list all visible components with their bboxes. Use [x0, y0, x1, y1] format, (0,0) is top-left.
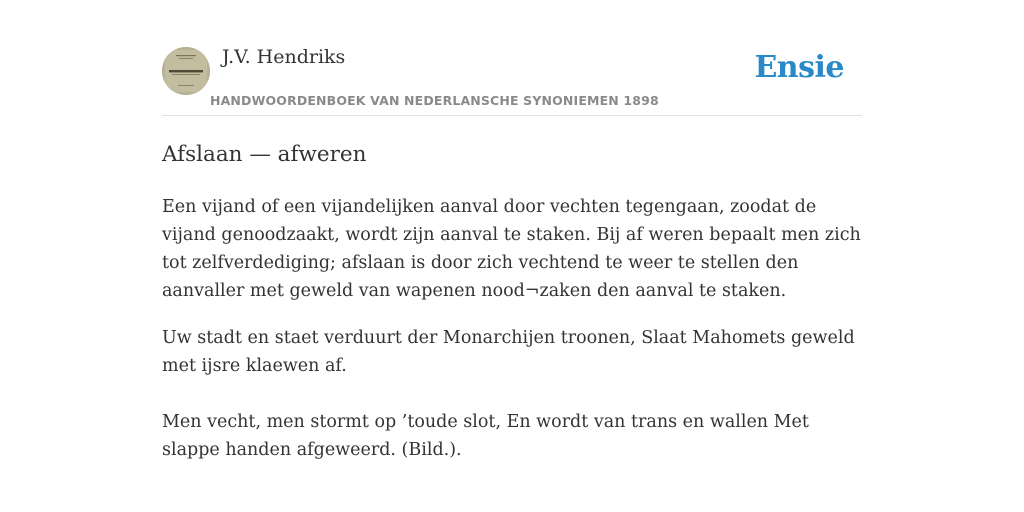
brand-logo[interactable]: Ensie: [754, 50, 844, 85]
quote-paragraph: Uw stadt en staet verduurt der Monarchijen troonen, Slaat Mahomets geweld met ijsre klaewen af.: [162, 328, 855, 376]
definition-paragraph: Een vijand of een vijandelijken aanval door vechten tegengaan, zoodat de vijand genoodzaakt, wordt zijn aanval te staken. Bij af weren bepaalt men zich tot zelfverdediging; afslaan is door zich vechtend te weer te stellen den aanvaller met geweld van wapenen nood¬zaken den aanval te staken.: [162, 197, 861, 301]
source-title[interactable]: HANDWOORDENBOEK VAN NEDERLANSCHE SYNONIEMEN 1898: [210, 93, 659, 108]
author-name[interactable]: J.V. Hendriks: [222, 46, 346, 68]
header: [162, 0, 862, 116]
page-container: [162, 0, 862, 464]
avatar: [162, 47, 210, 95]
quote-paragraph: Men vecht, men stormt op ’toude slot, En wordt van trans en wallen Met slappe handen afgeweerd. (Bild.).: [162, 412, 809, 460]
entry-title: Afslaan — afweren: [162, 142, 367, 167]
book-cover-avatar-icon: [162, 47, 210, 95]
